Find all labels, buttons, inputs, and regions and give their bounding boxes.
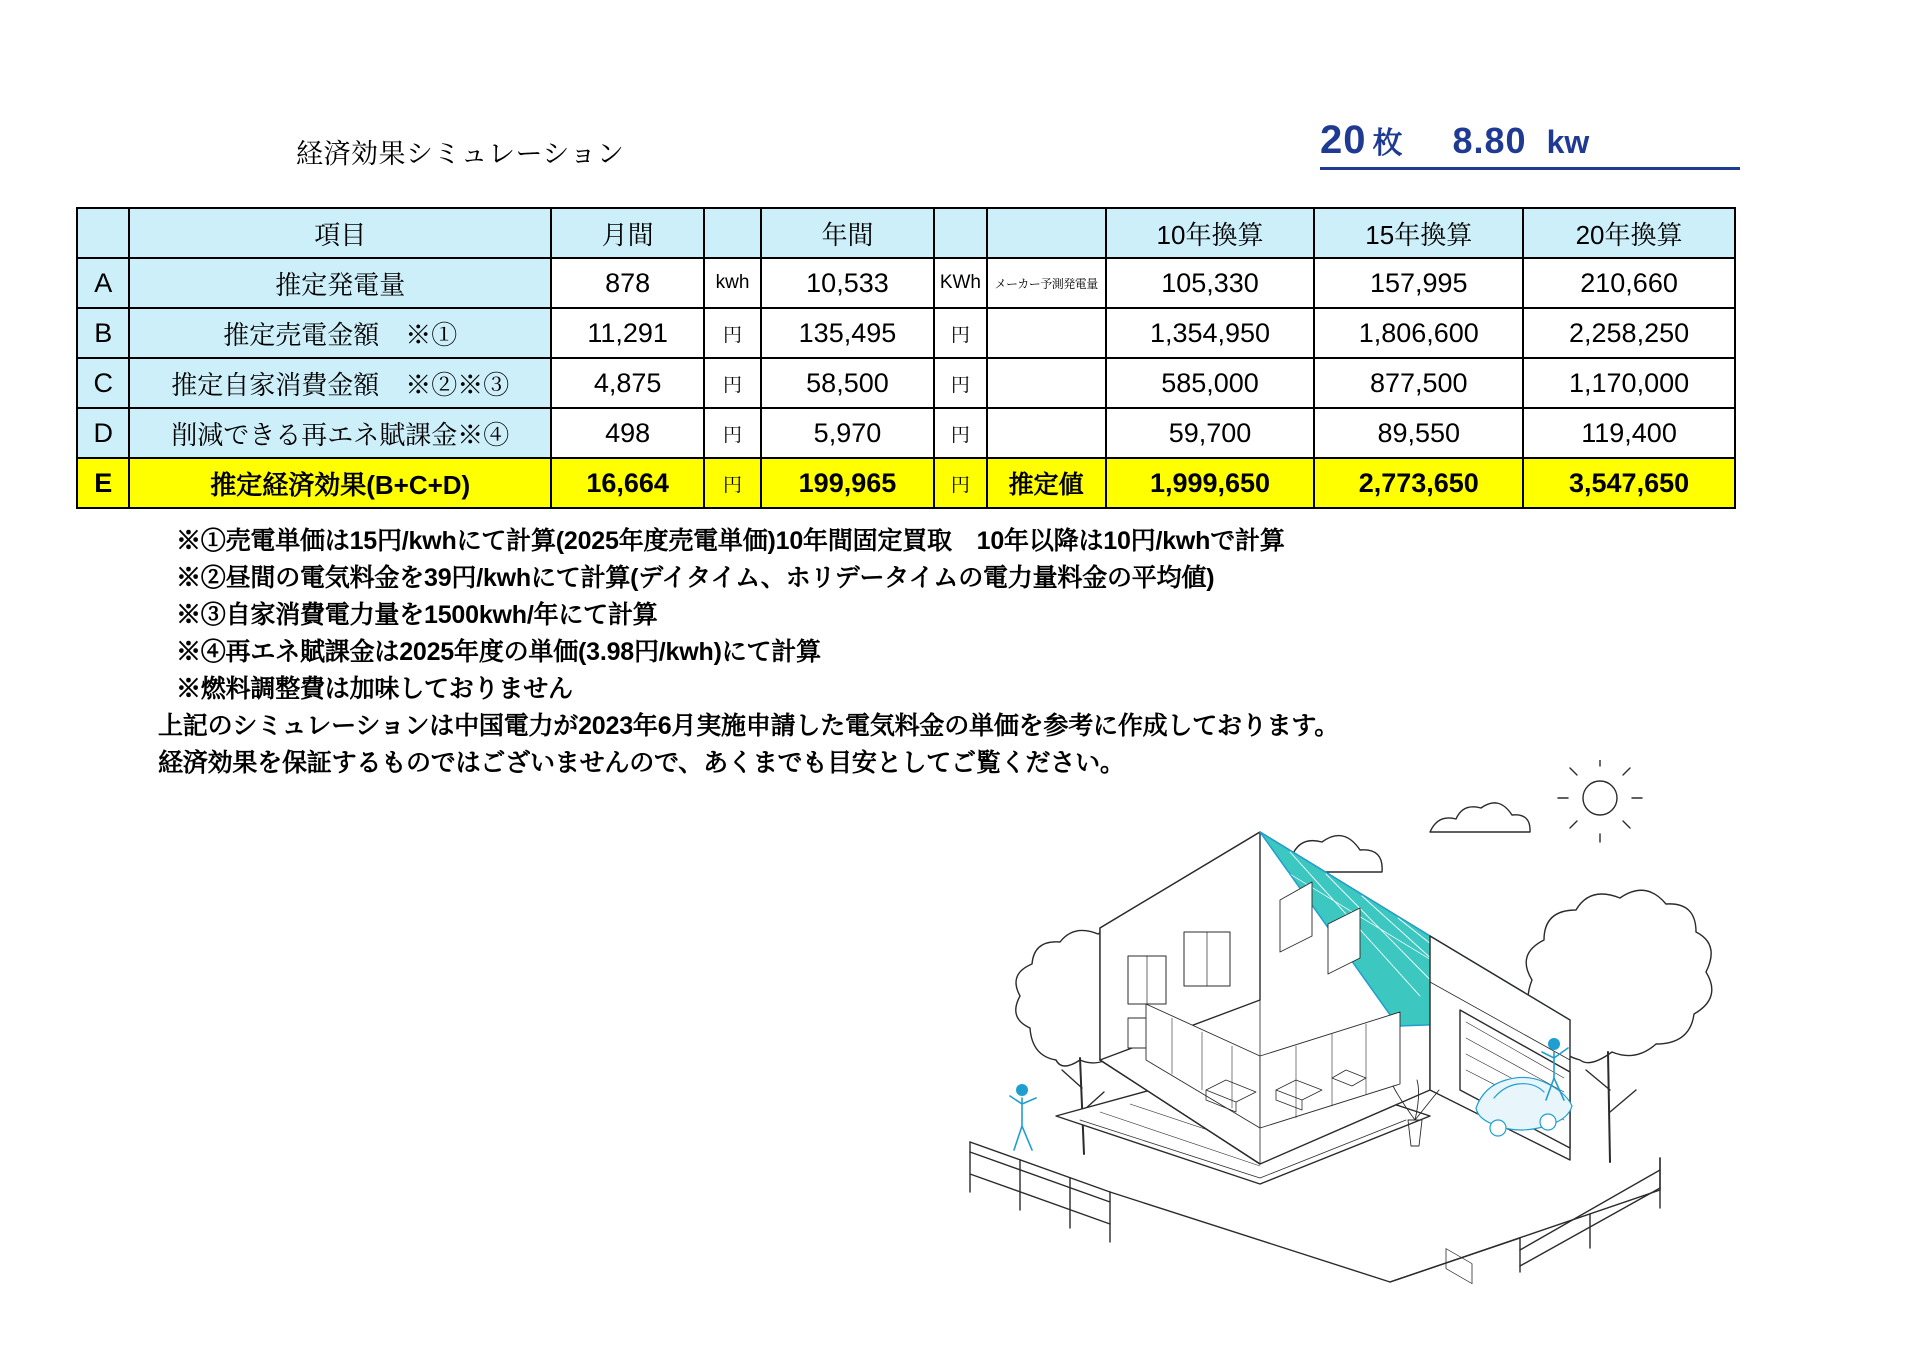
row-item-a: 推定発電量 xyxy=(129,258,551,308)
header-label xyxy=(77,208,129,258)
row-b-note xyxy=(987,308,1106,358)
row-a-20-year: 210,660 xyxy=(1523,258,1735,308)
economic-simulation-table xyxy=(76,207,1736,509)
note-5: ※燃料調整費は加味しておりません xyxy=(176,675,573,703)
row-c-10-year: 585,000 xyxy=(1106,358,1315,408)
row-d-month: 498 xyxy=(551,408,704,458)
row-a-unit2: KWh xyxy=(934,258,986,308)
row-e-month: 16,664 xyxy=(551,458,704,508)
row-item-b: 推定売電金額 ※① xyxy=(129,308,551,358)
header-note xyxy=(987,208,1106,258)
header-unit2 xyxy=(934,208,986,258)
row-label-a: A xyxy=(77,258,129,308)
header-unit1 xyxy=(704,208,760,258)
table-row xyxy=(77,258,1735,308)
header-month: 月間 xyxy=(551,208,704,258)
row-b-month: 11,291 xyxy=(551,308,704,358)
house-with-solar-panel-illustration xyxy=(960,760,1750,1320)
row-item-c: 推定自家消費金額 ※②※③ xyxy=(129,358,551,408)
table-row xyxy=(77,408,1735,458)
header-10-year: 10年換算 xyxy=(1106,208,1315,258)
header-year: 年間 xyxy=(761,208,934,258)
row-b-year: 135,495 xyxy=(761,308,934,358)
sun-icon xyxy=(1558,760,1642,842)
row-b-unit1: 円 xyxy=(704,308,760,358)
row-e-note: 推定値 xyxy=(987,458,1106,508)
row-a-year: 10,533 xyxy=(761,258,934,308)
footer-note-2: 経済効果を保証するものではございませんので、あくまでも目安としてご覧ください。 xyxy=(158,749,1125,777)
row-a-10-year: 105,330 xyxy=(1106,258,1315,308)
row-a-note: メーカー予測発電量 xyxy=(987,258,1106,308)
header-15-year: 15年換算 xyxy=(1314,208,1523,258)
system-capacity-unit: kw xyxy=(1546,124,1590,160)
row-b-10-year: 1,354,950 xyxy=(1106,308,1315,358)
row-d-15-year: 89,550 xyxy=(1314,408,1523,458)
footer-note-1: 上記のシミュレーションは中国電力が2023年6月実施申請した電気料金の単価を参考に作成しております。 xyxy=(158,712,1340,740)
person-icon-left xyxy=(1010,1084,1036,1150)
notes-block xyxy=(158,523,1576,782)
row-b-20-year: 2,258,250 xyxy=(1523,308,1735,358)
row-d-note xyxy=(987,408,1106,458)
table-row xyxy=(77,358,1735,408)
row-d-unit1: 円 xyxy=(704,408,760,458)
note-3: ※③自家消費電力量を1500kwh/年にて計算 xyxy=(176,601,658,629)
row-c-note xyxy=(987,358,1106,408)
header-item: 項目 xyxy=(129,208,551,258)
row-c-15-year: 877,500 xyxy=(1314,358,1523,408)
capacity-summary xyxy=(1320,118,1740,170)
row-a-15-year: 157,995 xyxy=(1314,258,1523,308)
row-c-unit1: 円 xyxy=(704,358,760,408)
row-c-month: 4,875 xyxy=(551,358,704,408)
row-d-20-year: 119,400 xyxy=(1523,408,1735,458)
row-e-15-year: 2,773,650 xyxy=(1314,458,1523,508)
table-row xyxy=(77,308,1735,358)
row-e-10-year: 1,999,650 xyxy=(1106,458,1315,508)
row-d-unit2: 円 xyxy=(934,408,986,458)
panel-count-unit: 枚 xyxy=(1372,127,1403,160)
fence xyxy=(970,1142,1660,1282)
page-title: 経済効果シミュレーション xyxy=(296,139,625,169)
row-label-e: E xyxy=(77,458,129,508)
row-a-month: 878 xyxy=(551,258,704,308)
table-row-total xyxy=(77,458,1735,508)
row-d-10-year: 59,700 xyxy=(1106,408,1315,458)
row-item-d: 削減できる再エネ賦課金※④ xyxy=(129,408,551,458)
row-item-e: 推定経済効果(B+C+D) xyxy=(129,458,551,508)
row-e-year: 199,965 xyxy=(761,458,934,508)
row-b-unit2: 円 xyxy=(934,308,986,358)
row-label-c: C xyxy=(77,358,129,408)
row-a-unit1: kwh xyxy=(704,258,760,308)
note-2: ※②昼間の電気料金を39円/kwhにて計算(デイタイム、ホリデータイムの電力量料金の平均値) xyxy=(176,564,1215,592)
row-c-year: 58,500 xyxy=(761,358,934,408)
panel-count-value: 20 xyxy=(1320,118,1367,162)
row-d-year: 5,970 xyxy=(761,408,934,458)
row-label-b: B xyxy=(77,308,129,358)
row-e-unit2: 円 xyxy=(934,458,986,508)
row-c-20-year: 1,170,000 xyxy=(1523,358,1735,408)
row-label-d: D xyxy=(77,408,129,458)
row-b-15-year: 1,806,600 xyxy=(1314,308,1523,358)
note-4: ※④再エネ賦課金は2025年度の単価(3.98円/kwh)にて計算 xyxy=(176,638,821,666)
row-e-20-year: 3,547,650 xyxy=(1523,458,1735,508)
note-1: ※①売電単価は15円/kwhにて計算(2025年度売電単価)10年間固定買取 10年以降は10円/kwhで計算 xyxy=(176,527,1285,555)
header-20-year: 20年換算 xyxy=(1523,208,1735,258)
row-c-unit2: 円 xyxy=(934,358,986,408)
row-e-unit1: 円 xyxy=(704,458,760,508)
system-capacity-value: 8.80 xyxy=(1452,120,1527,161)
table-header-row xyxy=(77,208,1735,258)
